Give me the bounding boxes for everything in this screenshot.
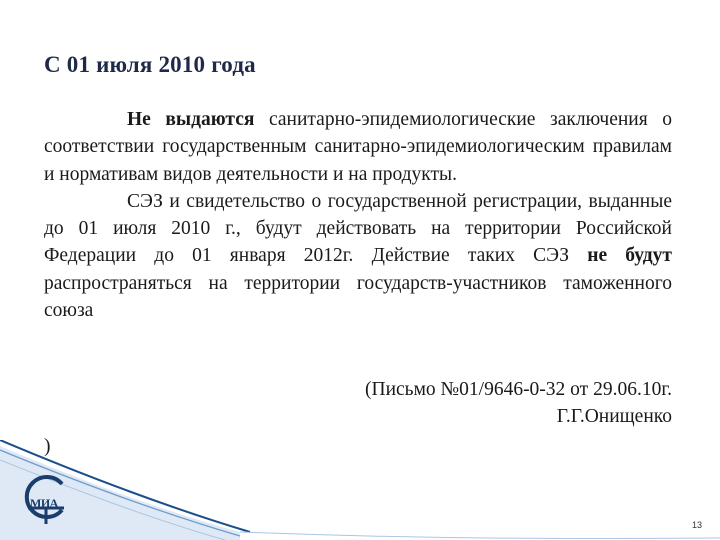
body-text <box>44 106 672 324</box>
paragraph-2-text-a: СЭЗ и свидетельство о государственной регистрации, выданные до 01 июля 2010 г., будут действовать на территории Российской Федерации до 01 января 2012г. Действие таких СЭЗ <box>44 190 672 267</box>
decorative-wave-lines <box>0 440 720 540</box>
page-number: 13 <box>691 520 702 530</box>
paragraph-1 <box>44 106 672 188</box>
slide-title: С 01 июля 2010 года <box>44 52 256 77</box>
bottom-line <box>240 532 720 538</box>
paragraph-1-text: санитарно-эпидемиологические заключения о соответствии государственным санитарно-эпидемиологическим правилам и нормативам видов деятельности и на продукты. <box>44 109 673 185</box>
reference-block <box>365 376 672 431</box>
reference-signature: Г.Г.Онищенко <box>556 406 672 428</box>
paragraph-2-text-b: распространяться на территории государств-участников таможенного союза <box>44 272 672 322</box>
closing-parenthesis: ) <box>44 436 51 457</box>
paragraph-2-bold: не будут <box>587 245 672 267</box>
logo-text: МИА <box>30 496 58 510</box>
reference-letter: (Письмо №01/9646-0-32 от 29.06.10г. <box>365 379 672 400</box>
paragraph-2 <box>44 188 672 324</box>
paragraph-1-bold: Не выдаются <box>127 109 255 130</box>
